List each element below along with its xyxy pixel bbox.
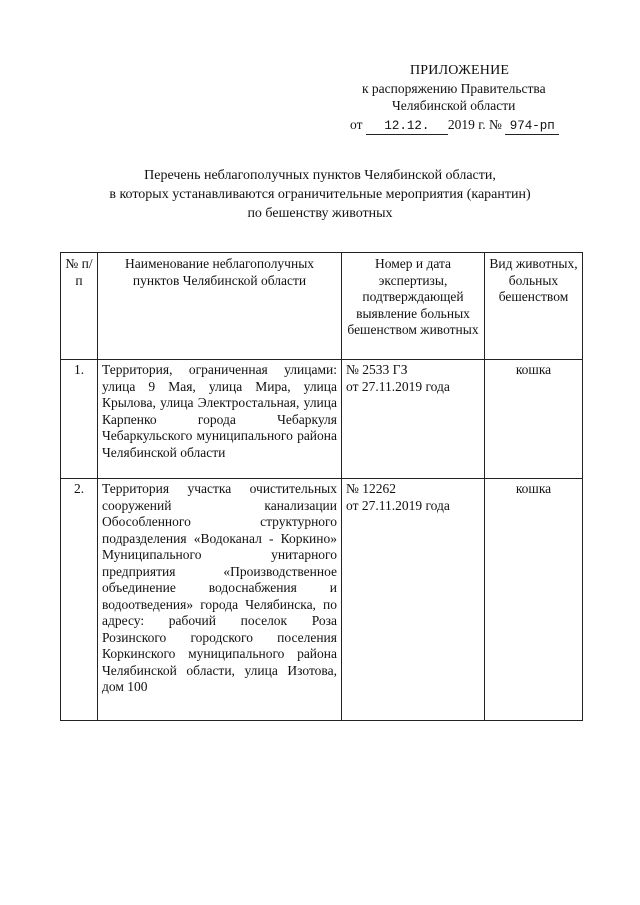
heading-line-3: по бешенству животных (247, 206, 393, 221)
header-number: № п/п (61, 253, 98, 360)
points-table (60, 252, 583, 721)
header-name: Наименование неблагополучных пунктов Челябинской области (98, 253, 342, 360)
document-heading (60, 166, 580, 223)
row-number: 2. (61, 479, 98, 721)
header-animal: Вид животных, больных бешенством (485, 253, 583, 360)
appendix-line-1: к распоряжению Правительства (362, 81, 546, 96)
appendix-title: ПРИЛОЖЕНИЕ (410, 63, 510, 78)
row-expertise (342, 360, 485, 479)
table-row (61, 360, 583, 479)
header-expertise: Номер и дата экспертизы, подтверждающей выявление больных бешенством животных (342, 253, 485, 360)
date-prefix: от (350, 117, 363, 132)
row-point-name: Территория участка очистительных сооружений канализации Обособленного структурного подразделения «Водоканал - Коркино» Муниципального унитарного предприятия «Производственное объединение водоснабжения и водоотведения» города Челябинска, по адресу: рабочий поселок Роза Розинского городского поселения Коркинского муниципального района Челябинской области, улица Изотова, дом 100 (98, 479, 342, 721)
appendix-line-2: Челябинской области (392, 98, 516, 113)
year-text: 2019 г. № (447, 117, 502, 132)
heading-line-1: Перечень неблагополучных пунктов Челябинской области, (144, 168, 496, 183)
row-point-name: Территория, ограниченная улицами: улица 9 Мая, улица Мира, улица Крылова, улица Электростальная, улица Карпенко города Чебаркуля Чебаркульского муниципального района Челябинской области (98, 360, 342, 479)
expertise-number: № 12262 (346, 481, 397, 496)
heading-line-2: в которых устанавливаются ограничительные мероприятия (карантин) (109, 187, 531, 202)
row-number: 1. (61, 360, 98, 479)
table-header-row (61, 253, 583, 360)
row-expertise (342, 479, 485, 721)
table-row (61, 479, 583, 721)
appendix-date-line (350, 116, 559, 135)
expertise-date: от 27.11.2019 года (346, 497, 450, 513)
expertise-date: от 27.11.2019 года (346, 378, 450, 394)
points-table-wrapper (60, 252, 583, 721)
row-animal: кошка (485, 479, 583, 721)
order-number-field: 974-рп (505, 119, 559, 135)
expertise-number: № 2533 ГЗ (346, 362, 408, 377)
row-animal: кошка (485, 360, 583, 479)
date-field: 12.12. (366, 119, 448, 135)
